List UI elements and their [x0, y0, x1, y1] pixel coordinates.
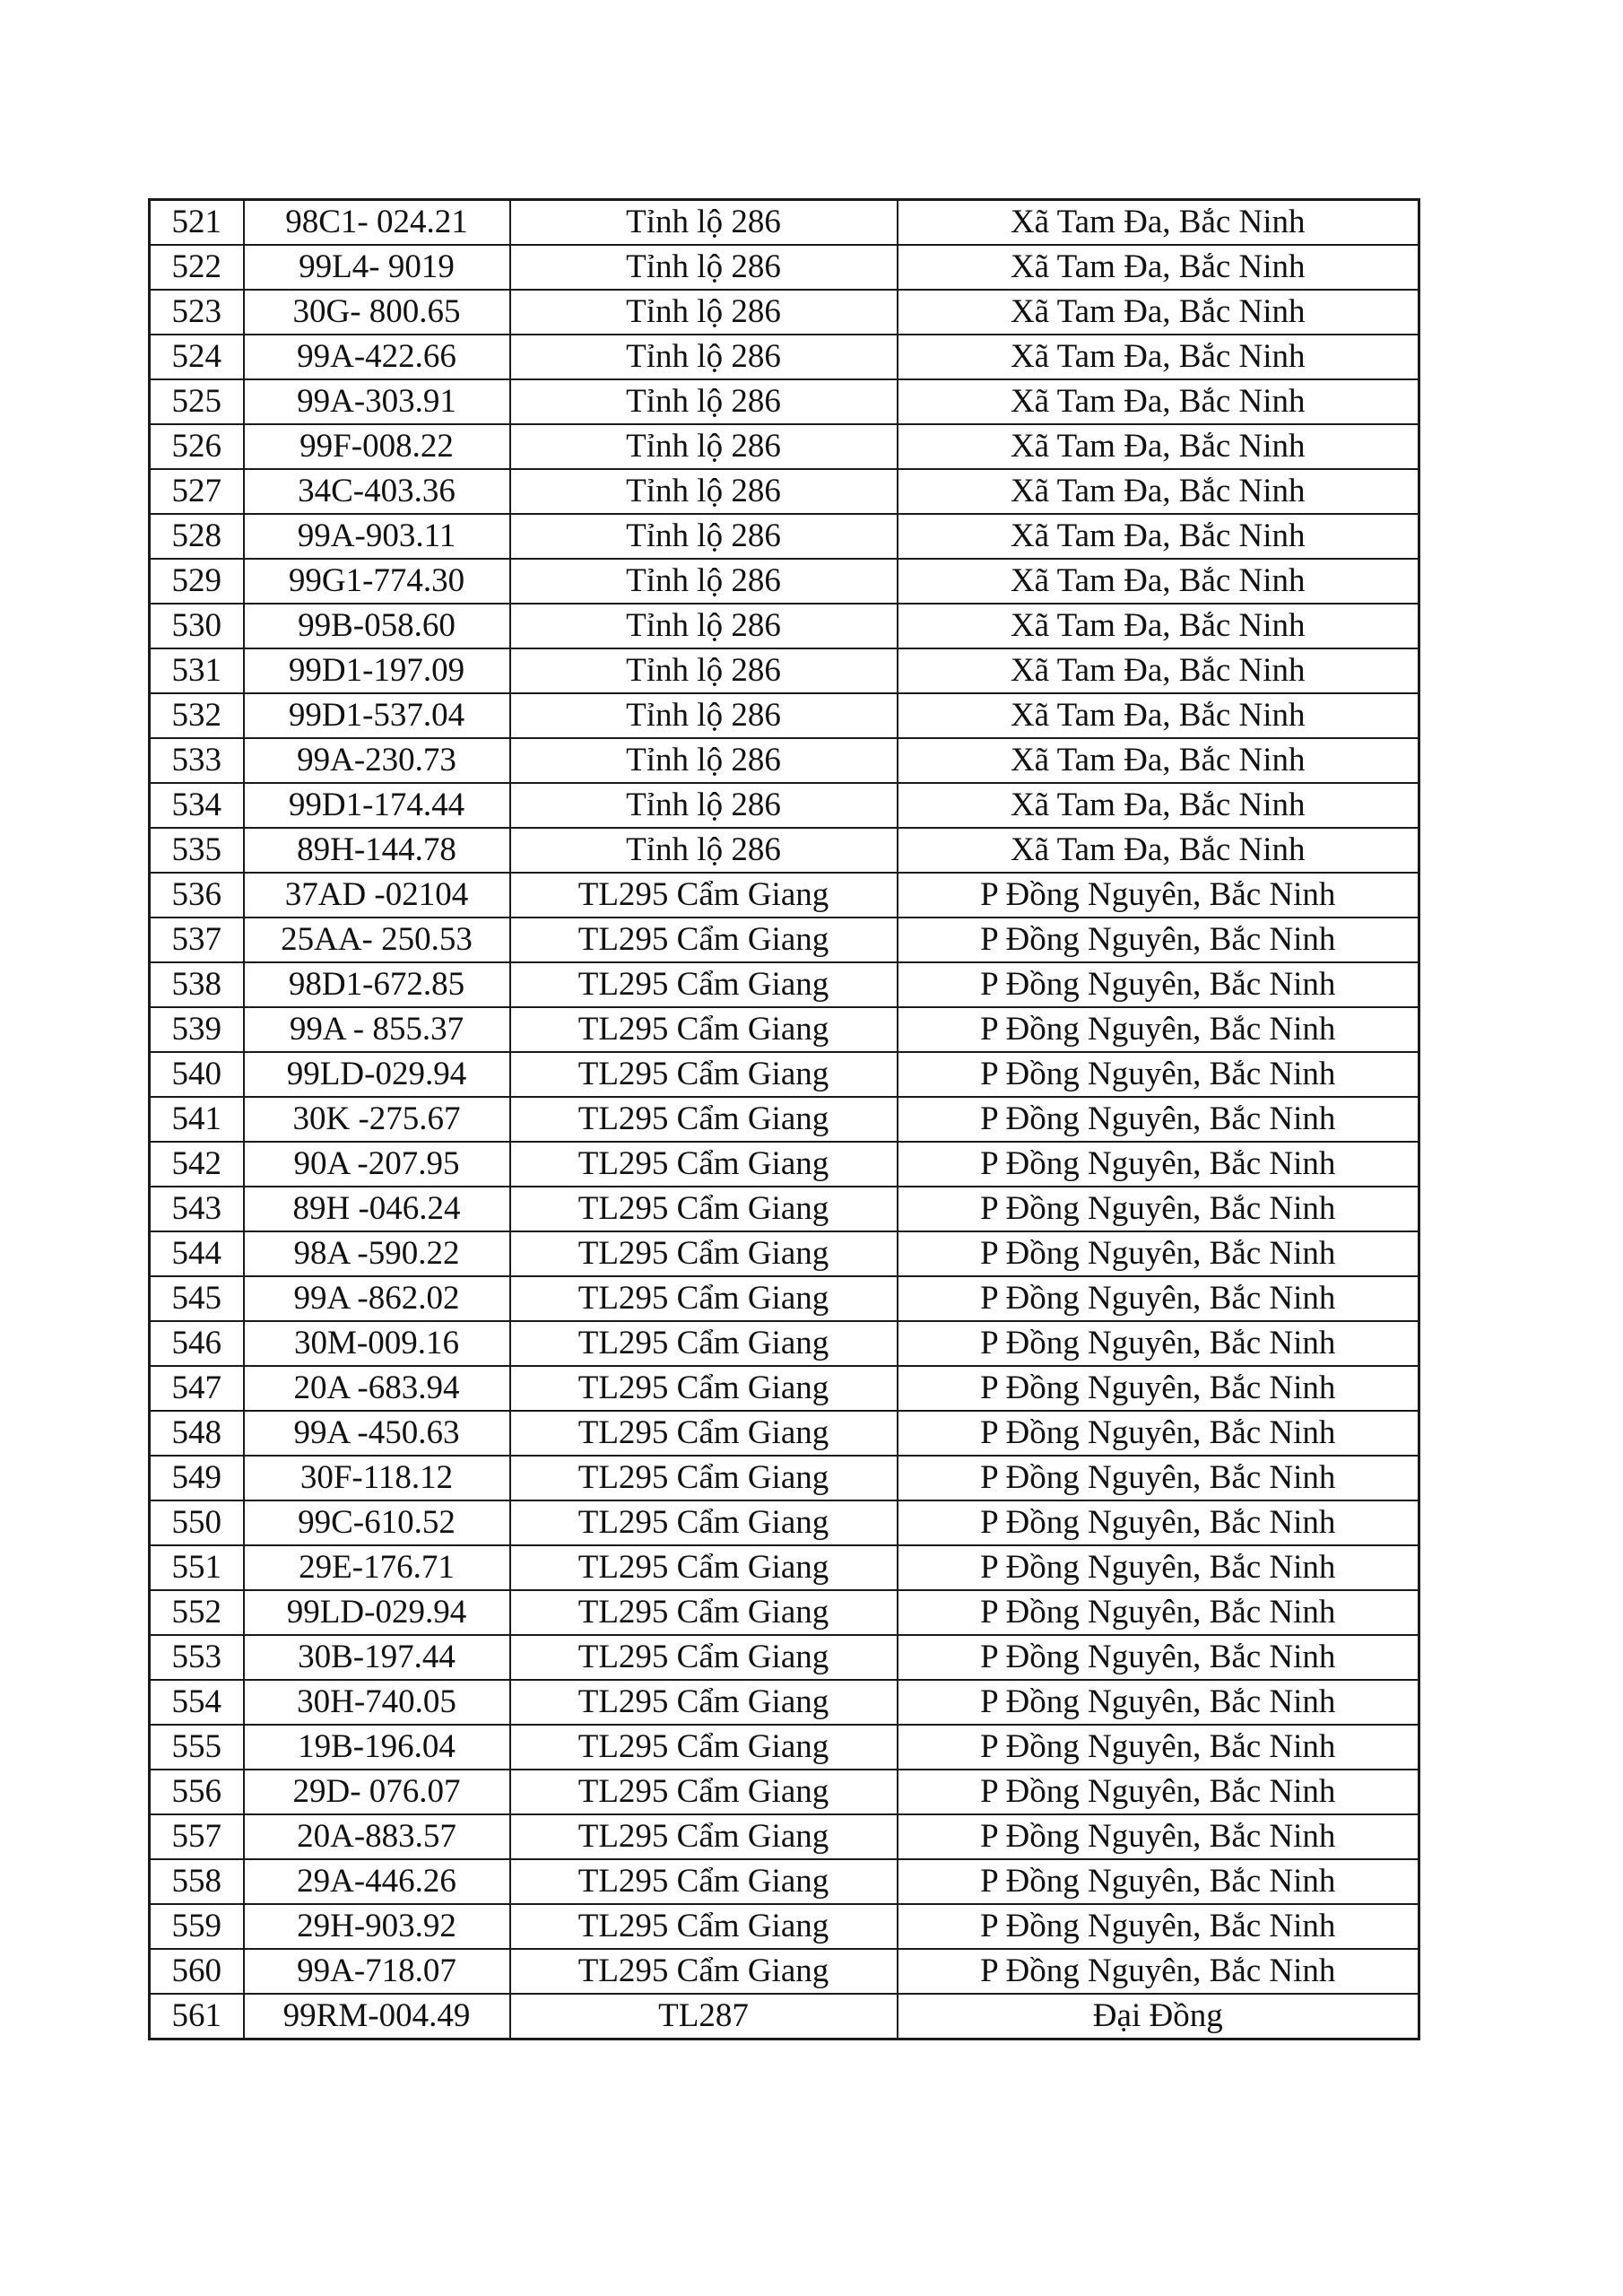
license-plate-cell: 99F-008.22 — [244, 424, 510, 469]
location-cell: Xã Tam Đa, Bắc Ninh — [898, 379, 1419, 424]
table-row — [150, 873, 1419, 918]
table-row — [150, 1635, 1419, 1680]
row-number-cell: 524 — [150, 335, 244, 379]
row-number-cell: 561 — [150, 1994, 244, 2039]
location-cell: P Đồng Nguyên, Bắc Ninh — [898, 1097, 1419, 1142]
table-row — [150, 648, 1419, 693]
road-cell: Tỉnh lộ 286 — [510, 379, 898, 424]
road-cell: TL295 Cẩm Giang — [510, 1725, 898, 1770]
location-cell: P Đồng Nguyên, Bắc Ninh — [898, 962, 1419, 1007]
table-row — [150, 918, 1419, 962]
row-number-cell: 550 — [150, 1500, 244, 1545]
license-plate-cell: 99B-058.60 — [244, 604, 510, 648]
location-cell: P Đồng Nguyên, Bắc Ninh — [898, 1366, 1419, 1411]
table-row — [150, 1097, 1419, 1142]
table-row — [150, 1680, 1419, 1725]
location-cell: Đại Đồng — [898, 1994, 1419, 2039]
row-number-cell: 522 — [150, 245, 244, 290]
road-cell: Tỉnh lộ 286 — [510, 604, 898, 648]
road-cell: Tỉnh lộ 286 — [510, 335, 898, 379]
license-plate-cell: 29A-446.26 — [244, 1859, 510, 1904]
license-plate-cell: 98D1-672.85 — [244, 962, 510, 1007]
license-plate-cell: 25AA- 250.53 — [244, 918, 510, 962]
table-row — [150, 424, 1419, 469]
row-number-cell: 529 — [150, 559, 244, 604]
location-cell: P Đồng Nguyên, Bắc Ninh — [898, 1052, 1419, 1097]
road-cell: Tỉnh lộ 286 — [510, 738, 898, 783]
road-cell: TL295 Cẩm Giang — [510, 1007, 898, 1052]
row-number-cell: 538 — [150, 962, 244, 1007]
road-cell: TL295 Cẩm Giang — [510, 1052, 898, 1097]
row-number-cell: 559 — [150, 1904, 244, 1949]
row-number-cell: 555 — [150, 1725, 244, 1770]
row-number-cell: 545 — [150, 1276, 244, 1321]
table-row — [150, 1142, 1419, 1187]
row-number-cell: 534 — [150, 783, 244, 828]
table-row — [150, 1545, 1419, 1590]
license-plate-cell: 99A-303.91 — [244, 379, 510, 424]
location-cell: P Đồng Nguyên, Bắc Ninh — [898, 1770, 1419, 1814]
road-cell: TL287 — [510, 1994, 898, 2039]
road-cell: Tỉnh lộ 286 — [510, 693, 898, 738]
row-number-cell: 549 — [150, 1456, 244, 1500]
row-number-cell: 548 — [150, 1411, 244, 1456]
road-cell: Tỉnh lộ 286 — [510, 514, 898, 559]
location-cell: P Đồng Nguyên, Bắc Ninh — [898, 1725, 1419, 1770]
location-cell: P Đồng Nguyên, Bắc Ninh — [898, 1411, 1419, 1456]
location-cell: Xã Tam Đa, Bắc Ninh — [898, 469, 1419, 514]
license-plate-cell: 99C-610.52 — [244, 1500, 510, 1545]
row-number-cell: 542 — [150, 1142, 244, 1187]
road-cell: Tỉnh lộ 286 — [510, 245, 898, 290]
location-cell: P Đồng Nguyên, Bắc Ninh — [898, 1231, 1419, 1276]
road-cell: TL295 Cẩm Giang — [510, 1366, 898, 1411]
road-cell: Tỉnh lộ 286 — [510, 783, 898, 828]
road-cell: TL295 Cẩm Giang — [510, 1680, 898, 1725]
row-number-cell: 544 — [150, 1231, 244, 1276]
location-cell: P Đồng Nguyên, Bắc Ninh — [898, 1276, 1419, 1321]
row-number-cell: 557 — [150, 1814, 244, 1859]
row-number-cell: 536 — [150, 873, 244, 918]
row-number-cell: 535 — [150, 828, 244, 873]
license-plate-cell: 99A-903.11 — [244, 514, 510, 559]
license-plate-cell: 99D1-174.44 — [244, 783, 510, 828]
row-number-cell: 531 — [150, 648, 244, 693]
road-cell: TL295 Cẩm Giang — [510, 1142, 898, 1187]
table-row — [150, 1994, 1419, 2039]
road-cell: Tỉnh lộ 286 — [510, 559, 898, 604]
table-row — [150, 1814, 1419, 1859]
road-cell: TL295 Cẩm Giang — [510, 1814, 898, 1859]
road-cell: Tỉnh lộ 286 — [510, 424, 898, 469]
road-cell: TL295 Cẩm Giang — [510, 918, 898, 962]
location-cell: P Đồng Nguyên, Bắc Ninh — [898, 1859, 1419, 1904]
location-cell: P Đồng Nguyên, Bắc Ninh — [898, 1456, 1419, 1500]
road-cell: TL295 Cẩm Giang — [510, 1545, 898, 1590]
table-row — [150, 200, 1419, 246]
table-row — [150, 604, 1419, 648]
location-cell: P Đồng Nguyên, Bắc Ninh — [898, 1500, 1419, 1545]
table-row — [150, 1456, 1419, 1500]
table-row — [150, 1321, 1419, 1366]
road-cell: TL295 Cẩm Giang — [510, 1276, 898, 1321]
road-cell: Tỉnh lộ 286 — [510, 290, 898, 335]
road-cell: TL295 Cẩm Giang — [510, 1500, 898, 1545]
license-plate-cell: 99D1-537.04 — [244, 693, 510, 738]
location-cell: Xã Tam Đa, Bắc Ninh — [898, 604, 1419, 648]
location-cell: P Đồng Nguyên, Bắc Ninh — [898, 1680, 1419, 1725]
location-cell: Xã Tam Đa, Bắc Ninh — [898, 738, 1419, 783]
row-number-cell: 556 — [150, 1770, 244, 1814]
road-cell: TL295 Cẩm Giang — [510, 1321, 898, 1366]
table-row — [150, 693, 1419, 738]
road-cell: TL295 Cẩm Giang — [510, 1231, 898, 1276]
row-number-cell: 521 — [150, 200, 244, 246]
license-plate-cell: 98A -590.22 — [244, 1231, 510, 1276]
license-plate-cell: 99A -450.63 — [244, 1411, 510, 1456]
table-row — [150, 245, 1419, 290]
table-row — [150, 828, 1419, 873]
table-row — [150, 469, 1419, 514]
road-cell: TL295 Cẩm Giang — [510, 873, 898, 918]
table-row — [150, 335, 1419, 379]
table-row — [150, 783, 1419, 828]
road-cell: Tỉnh lộ 286 — [510, 828, 898, 873]
road-cell: TL295 Cẩm Giang — [510, 1949, 898, 1994]
location-cell: Xã Tam Đa, Bắc Ninh — [898, 200, 1419, 246]
road-cell: TL295 Cẩm Giang — [510, 1411, 898, 1456]
road-cell: Tỉnh lộ 286 — [510, 469, 898, 514]
table-body — [150, 200, 1419, 2039]
license-plate-cell: 30F-118.12 — [244, 1456, 510, 1500]
location-cell: P Đồng Nguyên, Bắc Ninh — [898, 1142, 1419, 1187]
license-plate-cell: 99L4- 9019 — [244, 245, 510, 290]
row-number-cell: 546 — [150, 1321, 244, 1366]
location-cell: P Đồng Nguyên, Bắc Ninh — [898, 1007, 1419, 1052]
table-row — [150, 1052, 1419, 1097]
license-plate-cell: 29D- 076.07 — [244, 1770, 510, 1814]
violations-table — [148, 198, 1420, 2040]
license-plate-cell: 99RM-004.49 — [244, 1994, 510, 2039]
license-plate-cell: 90A -207.95 — [244, 1142, 510, 1187]
license-plate-cell: 19B-196.04 — [244, 1725, 510, 1770]
location-cell: P Đồng Nguyên, Bắc Ninh — [898, 1814, 1419, 1859]
location-cell: P Đồng Nguyên, Bắc Ninh — [898, 918, 1419, 962]
road-cell: TL295 Cẩm Giang — [510, 1456, 898, 1500]
table-row — [150, 1725, 1419, 1770]
license-plate-cell: 99A - 855.37 — [244, 1007, 510, 1052]
license-plate-cell: 99LD-029.94 — [244, 1052, 510, 1097]
location-cell: P Đồng Nguyên, Bắc Ninh — [898, 1321, 1419, 1366]
license-plate-cell: 89H-144.78 — [244, 828, 510, 873]
license-plate-cell: 99A-422.66 — [244, 335, 510, 379]
license-plate-cell: 99A-718.07 — [244, 1949, 510, 1994]
location-cell: Xã Tam Đa, Bắc Ninh — [898, 693, 1419, 738]
table-row — [150, 1276, 1419, 1321]
road-cell: Tỉnh lộ 286 — [510, 200, 898, 246]
table-row — [150, 1859, 1419, 1904]
road-cell: TL295 Cẩm Giang — [510, 1635, 898, 1680]
table-row — [150, 1949, 1419, 1994]
table-row — [150, 290, 1419, 335]
row-number-cell: 543 — [150, 1187, 244, 1231]
row-number-cell: 525 — [150, 379, 244, 424]
license-plate-cell: 99LD-029.94 — [244, 1590, 510, 1635]
table-row — [150, 738, 1419, 783]
road-cell: TL295 Cẩm Giang — [510, 1859, 898, 1904]
table-row — [150, 514, 1419, 559]
row-number-cell: 560 — [150, 1949, 244, 1994]
location-cell: Xã Tam Đa, Bắc Ninh — [898, 245, 1419, 290]
location-cell: Xã Tam Đa, Bắc Ninh — [898, 290, 1419, 335]
license-plate-cell: 20A-883.57 — [244, 1814, 510, 1859]
location-cell: P Đồng Nguyên, Bắc Ninh — [898, 1187, 1419, 1231]
row-number-cell: 552 — [150, 1590, 244, 1635]
license-plate-cell: 99D1-197.09 — [244, 648, 510, 693]
location-cell: Xã Tam Đa, Bắc Ninh — [898, 648, 1419, 693]
location-cell: P Đồng Nguyên, Bắc Ninh — [898, 1635, 1419, 1680]
row-number-cell: 523 — [150, 290, 244, 335]
row-number-cell: 553 — [150, 1635, 244, 1680]
table-row — [150, 1500, 1419, 1545]
location-cell: P Đồng Nguyên, Bắc Ninh — [898, 1590, 1419, 1635]
license-plate-cell: 30M-009.16 — [244, 1321, 510, 1366]
location-cell: P Đồng Nguyên, Bắc Ninh — [898, 1545, 1419, 1590]
license-plate-cell: 99A -862.02 — [244, 1276, 510, 1321]
location-cell: P Đồng Nguyên, Bắc Ninh — [898, 1949, 1419, 1994]
license-plate-cell: 98C1- 024.21 — [244, 200, 510, 246]
row-number-cell: 541 — [150, 1097, 244, 1142]
row-number-cell: 540 — [150, 1052, 244, 1097]
row-number-cell: 526 — [150, 424, 244, 469]
license-plate-cell: 29H-903.92 — [244, 1904, 510, 1949]
location-cell: Xã Tam Đa, Bắc Ninh — [898, 559, 1419, 604]
table-row — [150, 1366, 1419, 1411]
license-plate-cell: 30G- 800.65 — [244, 290, 510, 335]
road-cell: Tỉnh lộ 286 — [510, 648, 898, 693]
location-cell: P Đồng Nguyên, Bắc Ninh — [898, 1904, 1419, 1949]
row-number-cell: 532 — [150, 693, 244, 738]
row-number-cell: 539 — [150, 1007, 244, 1052]
location-cell: Xã Tam Đa, Bắc Ninh — [898, 335, 1419, 379]
table-row — [150, 1231, 1419, 1276]
table-row — [150, 1904, 1419, 1949]
road-cell: TL295 Cẩm Giang — [510, 1097, 898, 1142]
table-row — [150, 1187, 1419, 1231]
location-cell: Xã Tam Đa, Bắc Ninh — [898, 828, 1419, 873]
license-plate-cell: 20A -683.94 — [244, 1366, 510, 1411]
table-row — [150, 1007, 1419, 1052]
location-cell: Xã Tam Đa, Bắc Ninh — [898, 514, 1419, 559]
license-plate-cell: 99A-230.73 — [244, 738, 510, 783]
license-plate-cell: 89H -046.24 — [244, 1187, 510, 1231]
table-row — [150, 1590, 1419, 1635]
road-cell: TL295 Cẩm Giang — [510, 1770, 898, 1814]
table-row — [150, 379, 1419, 424]
row-number-cell: 554 — [150, 1680, 244, 1725]
table-row — [150, 1411, 1419, 1456]
license-plate-cell: 30H-740.05 — [244, 1680, 510, 1725]
row-number-cell: 530 — [150, 604, 244, 648]
license-plate-cell: 34C-403.36 — [244, 469, 510, 514]
row-number-cell: 533 — [150, 738, 244, 783]
location-cell: P Đồng Nguyên, Bắc Ninh — [898, 873, 1419, 918]
license-plate-cell: 37AD -02104 — [244, 873, 510, 918]
road-cell: TL295 Cẩm Giang — [510, 1904, 898, 1949]
table-row — [150, 559, 1419, 604]
license-plate-cell: 99G1-774.30 — [244, 559, 510, 604]
license-plate-cell: 29E-176.71 — [244, 1545, 510, 1590]
license-plate-cell: 30K -275.67 — [244, 1097, 510, 1142]
road-cell: TL295 Cẩm Giang — [510, 1187, 898, 1231]
location-cell: Xã Tam Đa, Bắc Ninh — [898, 783, 1419, 828]
road-cell: TL295 Cẩm Giang — [510, 962, 898, 1007]
row-number-cell: 528 — [150, 514, 244, 559]
row-number-cell: 537 — [150, 918, 244, 962]
row-number-cell: 558 — [150, 1859, 244, 1904]
row-number-cell: 547 — [150, 1366, 244, 1411]
row-number-cell: 527 — [150, 469, 244, 514]
table-row — [150, 962, 1419, 1007]
row-number-cell: 551 — [150, 1545, 244, 1590]
road-cell: TL295 Cẩm Giang — [510, 1590, 898, 1635]
location-cell: Xã Tam Đa, Bắc Ninh — [898, 424, 1419, 469]
license-plate-cell: 30B-197.44 — [244, 1635, 510, 1680]
table-row — [150, 1770, 1419, 1814]
